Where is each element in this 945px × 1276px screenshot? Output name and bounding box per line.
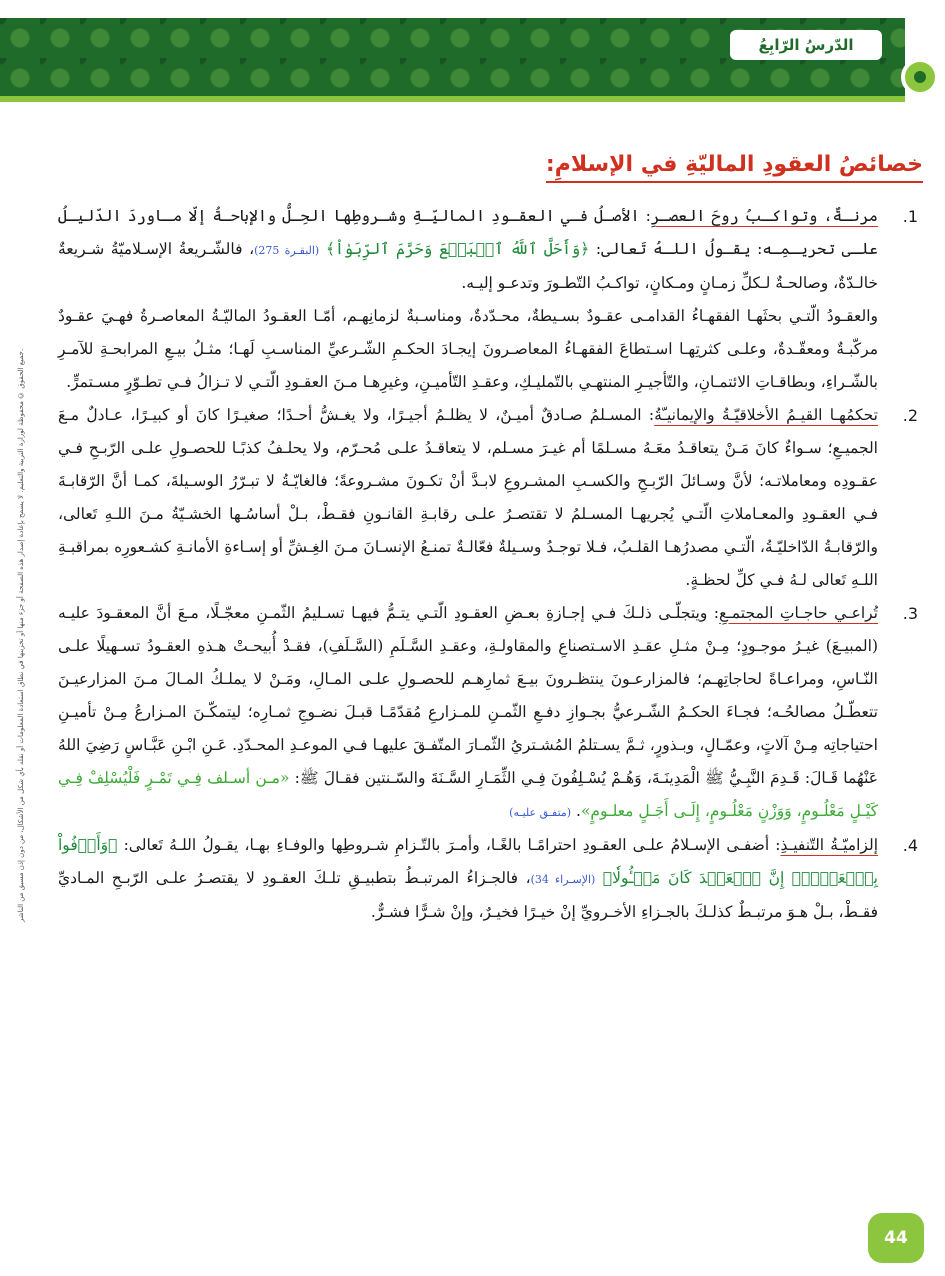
page-title: خصائصُ العقودِ الماليّةِ في الإسلامِ: xyxy=(546,152,923,183)
item-text: : ويتجلّـى ذلـكَ فـي إجـازةِ بعـضِ العقـودِ الّتـي يتـمُّ فيهـا تسـليمُ الثّمـنِ معجّـلًا، مـعَ أنَّ المعقـودَ عليـه (المبيـعَ) غيـرُ موجـودٍ؛ مِـنْ مثـلِ عقـدِ الاسـتصناعِ والمقاولـةِ، وعقـدِ السَّـلَمِ (السَّـلَفِ)، فقـدْ أُبيحـتْ هـذهِ العقـودُ تسـهيلًا علـى النّـاسِ، ومراعـاةً لحاجاتِهـم؛ فالمزارعـونَ ينتظـرونَ بيـعَ ثمارِهـم للحصـولِ علـى المـالِ، ومَـنْ لا يملـكُ المـالَ مـنَ المزارعيـنَ تتعطّـلُ مصالحُـه؛ فجـاءَ الحكـمُ الشّـرعيُّ بجـوازِ دفـعِ الثّمـنِ للمـزارعِ مُقدّمًـا قبـلَ نضـوجِ ثمـارِه؛ ليتمكّـنَ المـزارعُ مِـنْ تأميـنِ احتياجاتِه مِـنْ آلاتٍ، وعمّـالٍ، وبـذورٍ، ثـمَّ يسـتلمُ المُشـتريُ الثّمـارَ المتّفـقَ عليهـا فـي الموعـدِ المحـدّدِ. عَـنِ ابْـنِ عَبَّـاسٍ رَضِيَ اللهُ عَنْهُما قَـالَ: قَـدِمَ النَّبِـيُّ ﷺ الْمَدِينَـةَ، وَهُـمْ يُسْـلِفُونَ فِـي الثِّمَـارِ السَّـنَةَ والسّـنتين فقـالَ ﷺ: xyxy=(58,604,878,787)
banner-ornament xyxy=(901,58,939,96)
copyright-note: جميع الحقوق © محفوظة لوزارة التربية والتعليم. لا يسمح بإعادة إصدار هذه الصفحة أو جزء منها أو تخزينها في نطاق استعادة المعلومات أو نقله بأي شكل من الأشكال، من دون إذن مسبق من الناشر. xyxy=(17,348,25,922)
quran-verse: ﴿وَأَحَلَّ ٱللَّهُ ٱلۡبَيۡعَ وَحَرَّمَ ٱلرِّبَوٰاْ﴾ xyxy=(325,240,590,258)
lesson-label: الدّرسُ الرّابِعُ xyxy=(730,30,882,60)
main-content xyxy=(58,200,918,929)
item-paragraph: والعقـودُ الّتـي بحثَهـا الفقهـاءُ القدامـى عقـودٌ بسـيطةٌ، محـدّدةٌ، ومناسـبةٌ لزمانِهـم، أمّـا العقـودُ الماليّـةُ المعاصـرةُ فهـيَ عقـودٌ مركّبـةٌ ومعقّـدةٌ، وعلـى كثرتِهـا اسـتطاعَ الفقهـاءُ المعاصـرونَ إيجـادَ الحكـمِ الشّـرعيِّ المناسـبِ لَهـا؛ مثـلُ بيـعِ المرابحـةِ للآمـرِ بالشّـراءِ، وبطاقـاتِ الائتمـانِ، والتّأجيـرِ المنتهـي بالتّمليـكِ، وعقـدِ التّأميـنِ، وغيرِهـا مـنَ العقـودِ الّتـي لا تـزالُ فـي تطـوّرٍ مسـتمرٍّ. xyxy=(58,307,878,391)
item-number: .2 xyxy=(902,406,918,425)
list-item xyxy=(58,399,918,597)
verse-reference: (الإسـراء 34) xyxy=(530,873,596,886)
item-text: . xyxy=(571,802,581,820)
item-text: ، فالجـزاءُ المرتبـطُ بتطبيـقِ تلـكَ العقـودِ لا يقتصـرُ علـى الرّبـحِ المـاديِّ فقـطْ، بـلْ هـوَ مرتبـطٌ كذلـكَ بالجـزاءِ الأخـرويِّ إنْ خيـرًا فخيـرٌ، وإنْ شـرًّا فشـرٌّ. xyxy=(58,869,878,921)
item-number: .3 xyxy=(902,604,918,623)
item-heading: إلزاميّـةُ التّنفيـذِ xyxy=(780,836,878,854)
item-text: : المسـلمُ صـادقٌ أميـنٌ، لا يظلـمُ أجيـرًا، ولا يغـشُّ أحـدًا؛ صغيـرًا كانَ أو كبيـرًا، عـادلٌ مـعَ الجميـعِ؛ سـواءٌ كانَ مَـنْ يتعاقـدُ معَـهُ مسـلمًا أم غيـرَ مسـلم، لا يتعاقـدُ علـى مُحـرّم، ولا يحلـفُ كذبًـا للحصـولِ علـى الرّبـحِ فـي عقـودِه ومعاملاتـه؛ لأنَّ وسـائلَ الرّبـحِ والكسـبِ المشـروعِ لابـدَّ أنْ تكـونَ مشـروعةً؛ فالغايّـةُ لا تبـرّرُ الوسـيلةَ، كمـا أنَّ الرّقابـةَ فـي العقـودِ والمعـاملاتِ الّتـي يُجريهـا المسـلمُ لا تقتصـرُ علـى رقابـةِ القانـونِ فقـطْ، بـلْ أساسُـها الخشـيّةُ مـنَ اللـهِ تَعالى، والرّقابـةُ الدّاخليّـةُ، الّتـي مصدرُهـا القلـبُ، فـلا توجـدُ وسـيلةٌ فعّالـةٌ تمنـعُ الإنسـانَ مـنَ الغِـشِّ أو إسـاءةِ الأمانـةِ كشـعورِه بمراقبـةِ اللـهِ تَعالى لـهُ فـي كلِّ لحظـةٍ. xyxy=(58,406,878,589)
item-text: : أضفـى الإسـلامُ علـى العقـودِ احترامًـا بالغًـا، وأمـرَ بالتّـزامِ شـروطِها والوفـاءِ بهـا، يقـولُ اللـهُ تَعالى: xyxy=(117,836,781,854)
page-number: 44 xyxy=(868,1213,924,1263)
list-item xyxy=(58,829,918,929)
list-item xyxy=(58,200,918,399)
verse-reference: (البقـرة 275) xyxy=(254,244,320,257)
hadith-reference: (متفـق عليـه) xyxy=(509,806,572,819)
quran-verse: ﴿وَأَوۡفُواْ بِٱلۡعَهۡدِۖ إِنَّ ٱلۡعَهۡدَ كَانَ مَسۡـُٔولٗا﴾ xyxy=(58,836,878,887)
item-heading: تُراعـي حاجـاتِ المجتمـعِ xyxy=(719,604,878,622)
item-text: : الأصـلُ فـي العقـودِ الماليّـةِ وشـروطِها الحِـلُّ والإباحـةُ إلّا مـاوردَ الدّليـلُ علـى تحريـمِـه: يقـولُ اللـهُ تَعالى: xyxy=(58,207,879,258)
item-heading: تحكمُهـا القيـمُ الأخلاقيّـةُ والإيمانيـّةُ xyxy=(654,406,878,424)
item-number: .4 xyxy=(902,836,918,855)
item-number: .1 xyxy=(902,207,918,226)
item-heading: مرنـةٌ، وتواكـبُ روحَ العصـرِ xyxy=(650,207,879,225)
hadith-text: «مـن أسـلف فِـي تَمْـرٍ فَلْيُسْلِفْ فِـي كَيْـلٍ مَعْلُـومٍ، وَوَزْنٍ مَعْلُـومٍ، إِلَـى أَجَـلٍ معلـومٍ» xyxy=(58,769,878,820)
item-text: ، فالشّـريعةُ الإسـلاميّةُ شـريعةٌ خالـدّةٌ، وصالحـةٌ لـكلِّ زمـانٍ ومـكانٍ، تواكـبُ التّطـورَ وتدعـو إليـه. xyxy=(58,240,878,292)
list-item xyxy=(58,597,918,829)
